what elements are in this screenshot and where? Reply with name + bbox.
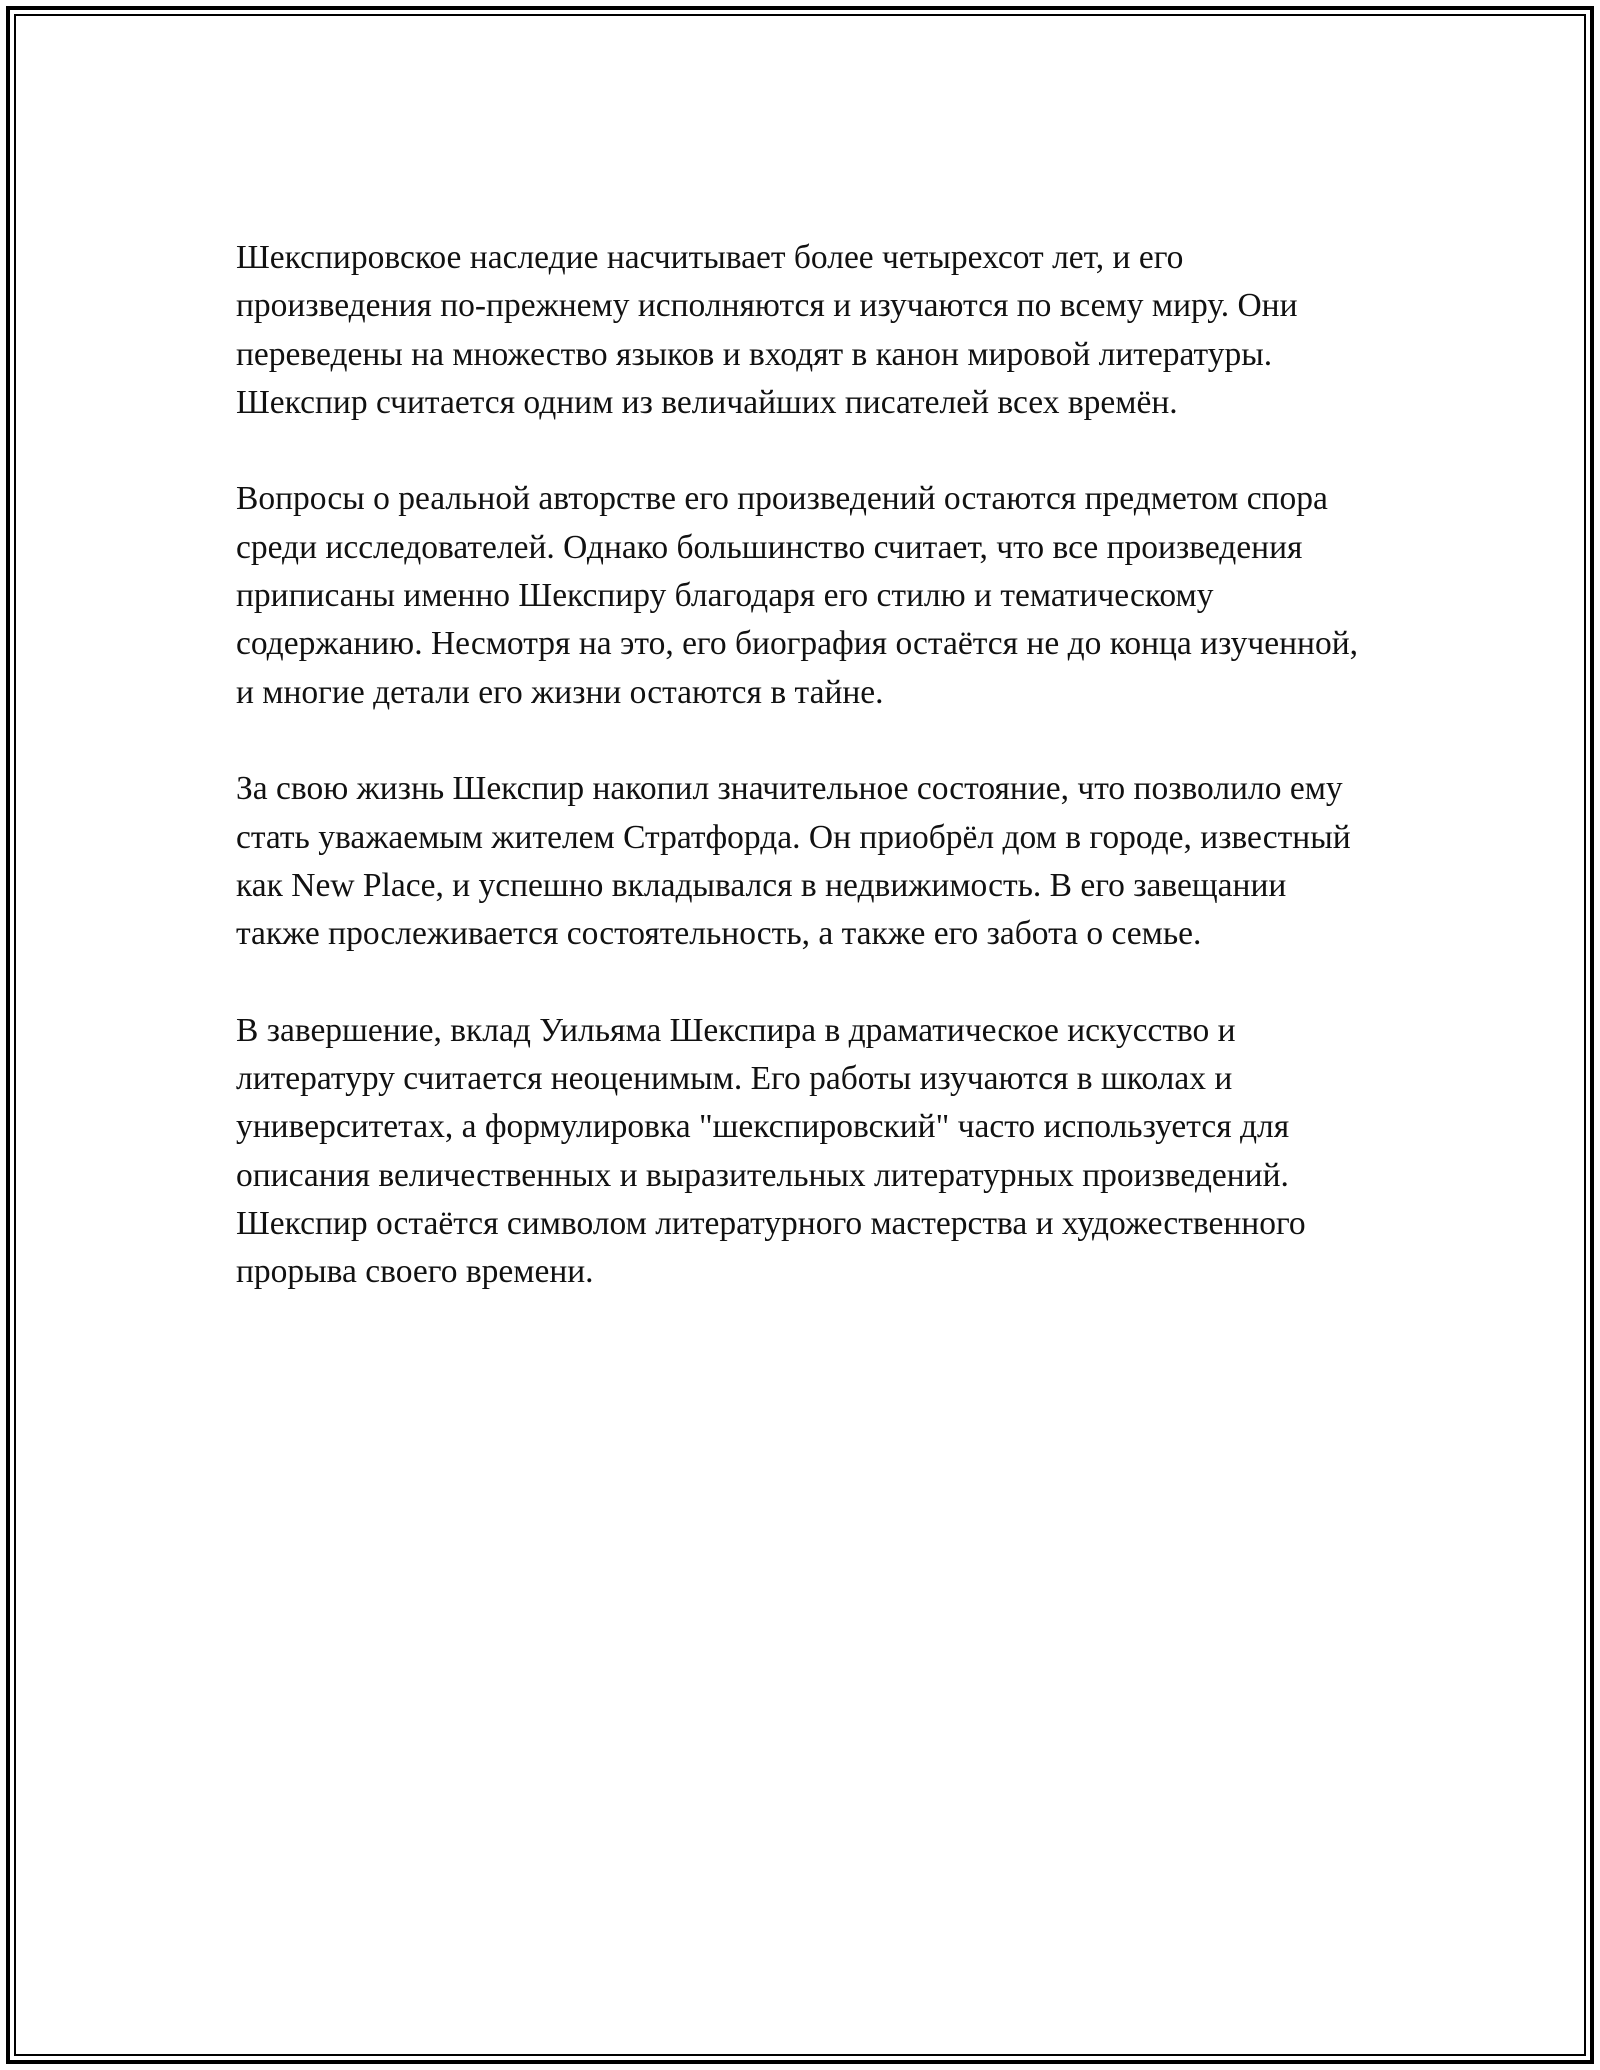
paragraph-4: В завершение, вклад Уильяма Шекспира в драматическое искусство и литературу считается неоценимым. Его работы изучаются в школах и университетах, а формулировка "шекспировский" часто используется для описания величественных и выразительных литературных произведений. Шекспир остаётся символом литературного мастерства и художественного прорыва своего времени.	[236, 1011, 1306, 1291]
paragraph-1: Шекспировское наследие насчитывает более четырехсот лет, и его произведения по-прежнему исполняются и изучаются по всему миру. Они переведены на множество языков и входят в канон мировой литературы. Шекспир считается одним из величайших писателей всех времён.	[236, 239, 1298, 421]
paragraph-3: За свою жизнь Шекспир накопил значительное состояние, что позволило ему стать уважаемым жителем Стратфорда. Он приобрёл дом в городе, известный как New Place, и успешно вкладывался в недвижимость. В его завещании также прослеживается состоятельность, а также его забота о семье.	[236, 770, 1351, 953]
paragraph-2: Вопросы о реальной авторстве его произведений остаются предметом спора среди исследователей. Однако большинство считает, что все произведения приписаны именно Шекспиру благодаря его стилю и тематическому содержанию. Несмотря на это, его биография остаётся не до конца изученной, и многие детали его жизни остаются в тайне.	[236, 480, 1359, 711]
document-body	[236, 234, 1366, 1297]
